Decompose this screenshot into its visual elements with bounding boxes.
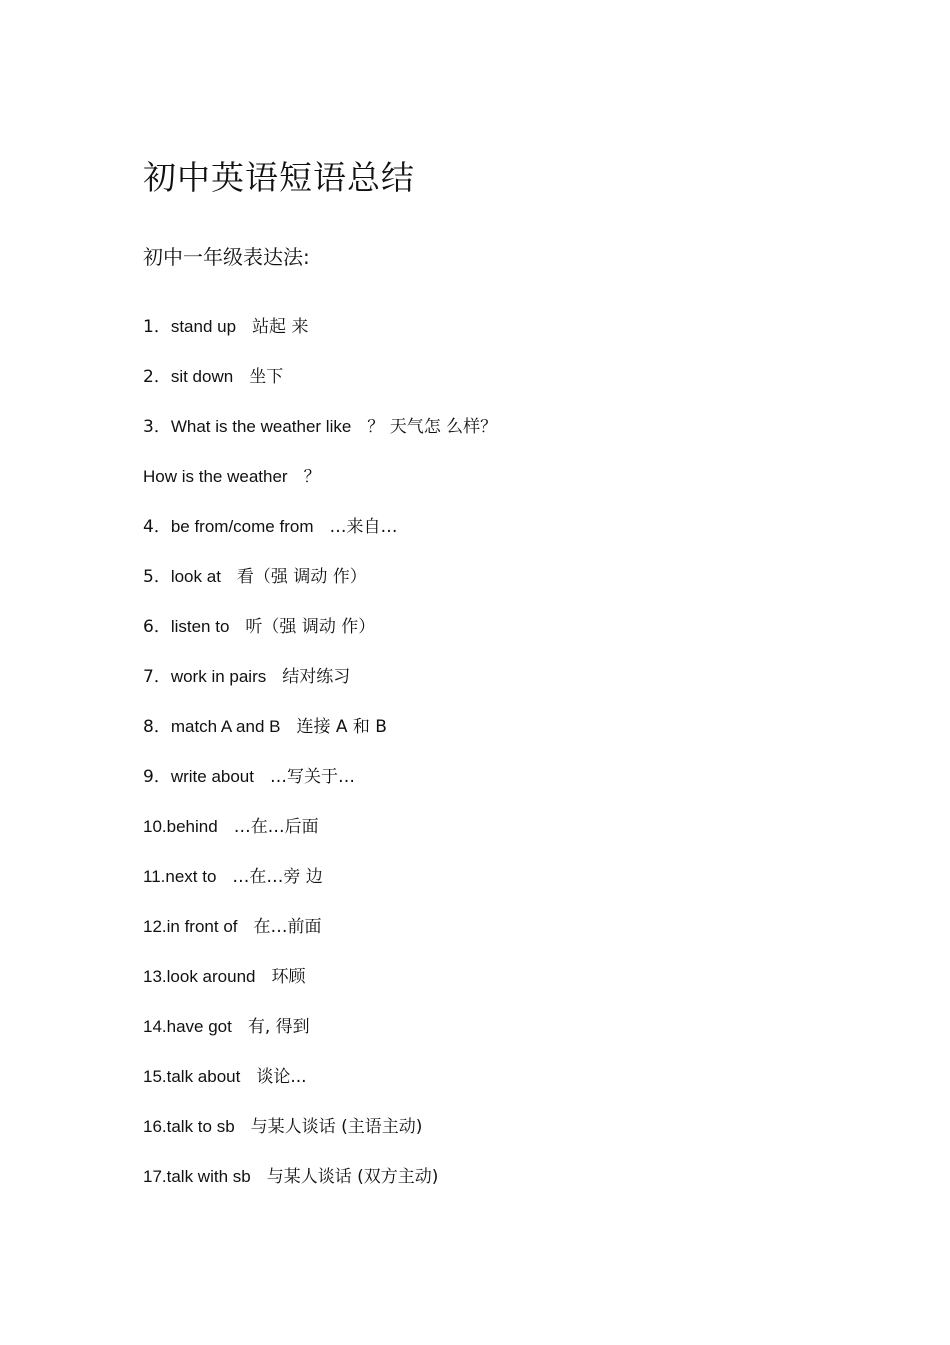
list-item [143,813,497,863]
phrase-list [143,313,497,1213]
list-item [143,313,497,363]
list-item [143,513,497,563]
english-phrase: 16.talk to sb [143,1117,235,1136]
english-phrase: 10.behind [143,817,218,836]
chinese-meaning: 与某人谈话 (主语主动) [250,1117,423,1137]
english-phrase: 11.next to [143,867,217,886]
item-number: 3． [143,417,171,437]
list-item [143,413,497,463]
item-number: 7． [143,667,171,687]
chinese-meaning: 听（强 调动 作） [245,617,376,637]
chinese-meaning: 环顾 [271,967,306,987]
chinese-meaning: 坐下 [249,367,284,387]
english-phrase: 13.look around [143,967,256,986]
english-phrase: 15.talk about [143,1067,241,1086]
section-heading: 初中一年级表达法: [143,245,310,269]
english-phrase: stand up [170,317,237,336]
chinese-meaning: …来自… [329,517,398,537]
english-phrase: sit down [170,367,234,386]
chinese-meaning: 连接 A 和 B [296,717,387,737]
english-phrase: 12.in front of [143,917,238,936]
item-number: 6． [143,617,171,637]
list-item [143,913,497,963]
chinese-meaning: …在…旁 边 [232,867,323,887]
list-item [143,1063,497,1113]
list-item [143,613,497,663]
english-phrase: 14.have got [143,1017,232,1036]
english-phrase: look at [170,567,221,586]
chinese-meaning: …在…后面 [233,817,319,837]
chinese-meaning: 结对练习 [282,667,351,687]
chinese-meaning: 站起 来 [252,317,309,337]
english-phrase: work in pairs [170,667,267,686]
list-item [143,563,497,613]
list-item [143,663,497,713]
list-item [143,1113,497,1163]
item-number: 2． [143,367,171,387]
item-number: 9． [143,767,171,787]
english-phrase: What is the weather like [170,417,352,436]
chinese-meaning: 看（强 调动 作） [236,567,367,587]
chinese-meaning: 与某人谈话 (双方主动) [266,1167,439,1187]
list-item [143,463,497,513]
page-title: 初中英语短语总结 [143,158,415,197]
english-phrase: listen to [170,617,230,636]
item-number: 1． [143,317,171,337]
english-phrase: write about [170,767,254,786]
english-phrase: be from/come from [170,517,314,536]
chinese-meaning: 有, 得到 [247,1017,310,1037]
list-item [143,863,497,913]
english-phrase: match A and B [170,717,281,736]
list-item [143,713,497,763]
list-item [143,363,497,413]
item-number: 4． [143,517,171,537]
item-number: 5． [143,567,171,587]
list-item [143,1163,497,1213]
item-number: 8． [143,717,171,737]
english-phrase: 17.talk with sb [143,1167,251,1186]
list-item [143,963,497,1013]
chinese-meaning: 谈论... [256,1067,307,1087]
chinese-meaning: 在…前面 [253,917,322,937]
list-item [143,1013,497,1063]
chinese-meaning: ？ [303,467,321,487]
list-item [143,763,497,813]
chinese-meaning: …写关于… [270,767,355,787]
english-phrase: How is the weather [143,467,288,486]
chinese-meaning: ？ 天气怎 么样？ [367,417,498,437]
